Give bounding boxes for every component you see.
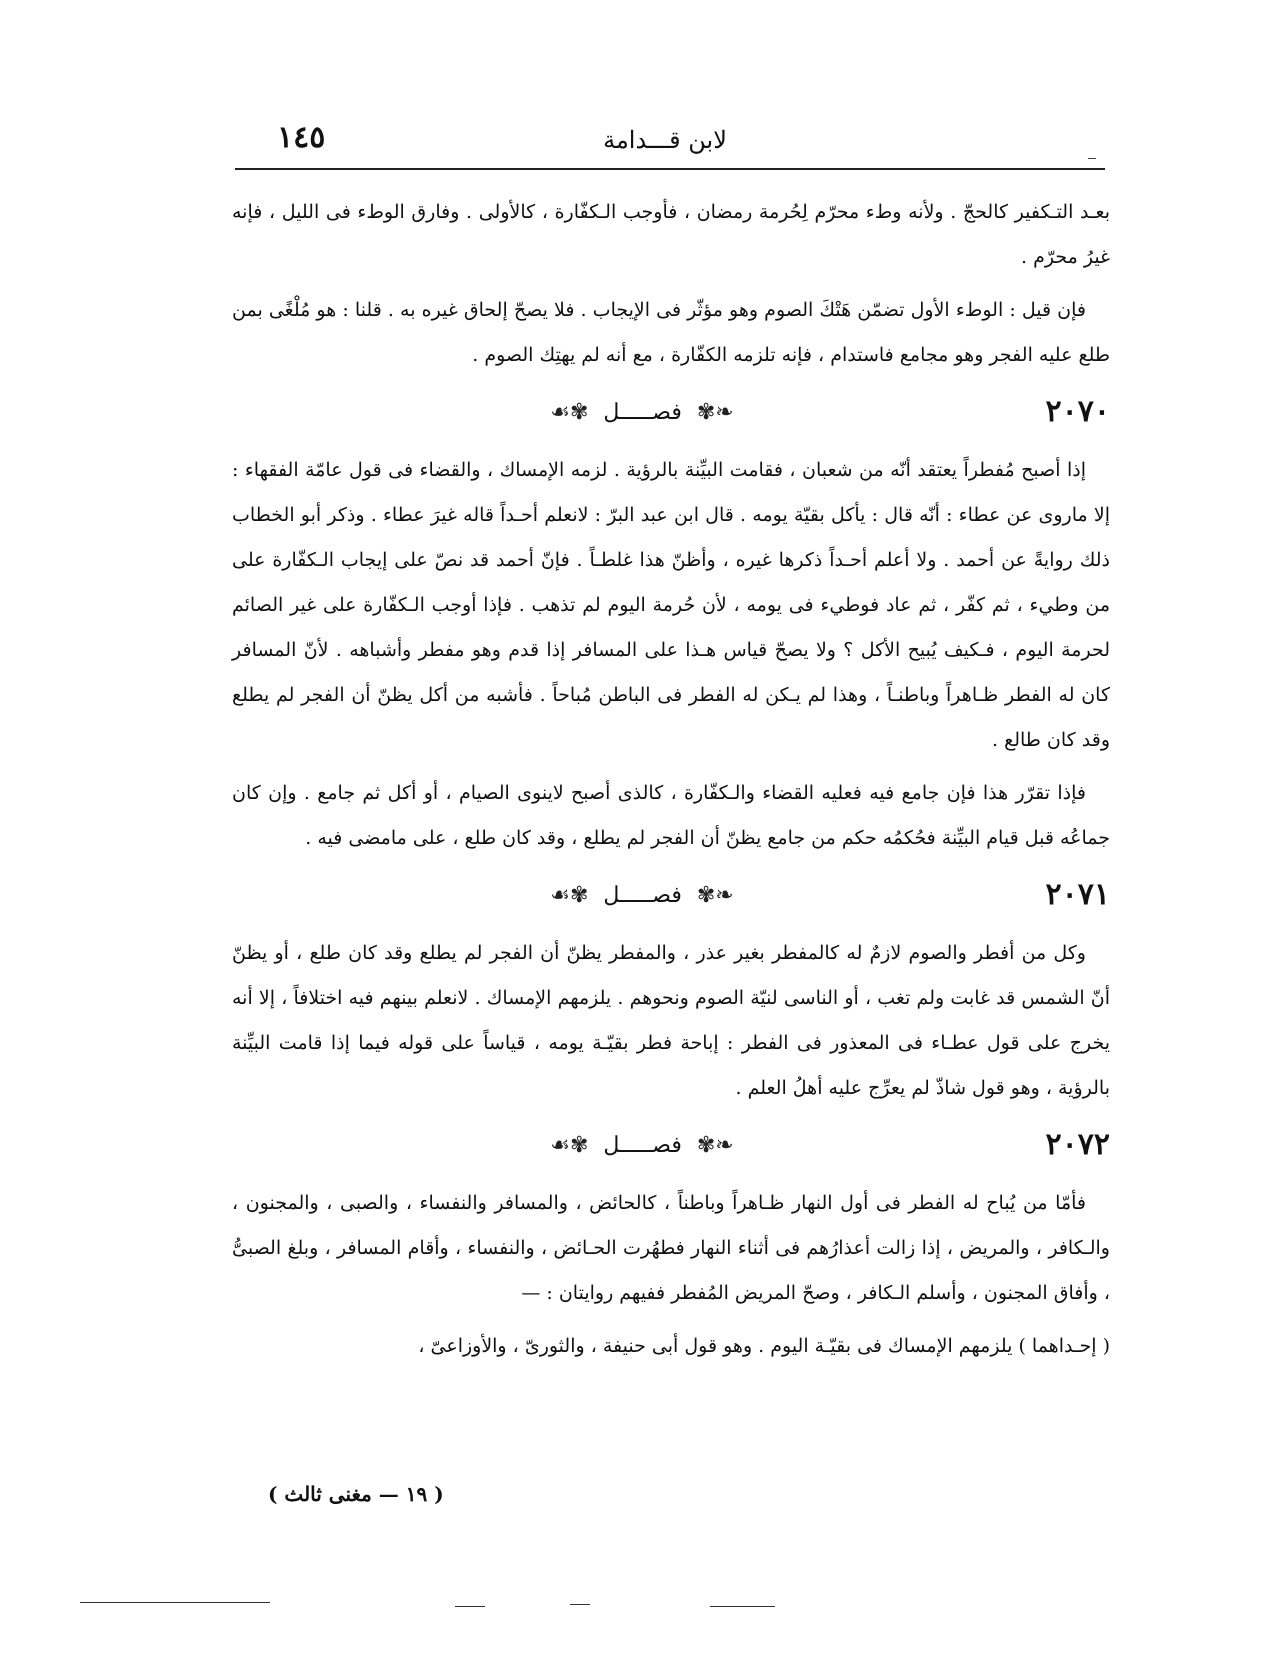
ornament-icon: ❧✾ bbox=[696, 883, 734, 908]
header-rule bbox=[235, 168, 1105, 170]
section-title: فصـــــل bbox=[603, 1133, 682, 1158]
ornament-icon: ✾☙ bbox=[550, 1133, 589, 1158]
section-title-wrap bbox=[502, 1133, 782, 1158]
section-title-wrap bbox=[502, 883, 782, 908]
section-number: ٢٠٧١ bbox=[1045, 877, 1110, 912]
ornament-icon: ✾☙ bbox=[550, 400, 589, 425]
ornament-icon: ✾☙ bbox=[550, 883, 589, 908]
section-title: فصـــــل bbox=[603, 400, 682, 425]
running-title: لابن قـــدامة bbox=[603, 126, 727, 154]
paragraph: بعـد التـكفير كالحجّ . ولأنه وطء محرّم لِحُرمة رمضان ، فأوجب الـكفّارة ، كالأولى . وفارق الوطء فى الليل ، فإنه غيرُ محرّم . bbox=[232, 201, 1110, 268]
paragraph: فإن قيل : الوطء الأول تضمّن هَتْكَ الصوم وهو مؤثّر فى الإيجاب . فلا يصحّ إلحاق غيره به . قلنا : هو مُلْغًى بمن طلع عليه الفجر وهو مجامع فاستدام ، فإنه تلزمه الكفّارة ، مع أنه لم يهتِك الصوم . bbox=[232, 299, 1110, 366]
ornament-icon: ❧✾ bbox=[696, 1133, 734, 1158]
scan-mark bbox=[710, 1606, 775, 1607]
scan-mark bbox=[455, 1606, 485, 1607]
signature-mark: ( ١٩ — مغنى ثالث ) bbox=[268, 1482, 444, 1506]
paragraph: فأمّا من يُباح له الفطر فى أول النهار ظـاهراً وباطناً ، كالحائض ، والمسافر والنفساء ، والصبى ، والمجنون ، والـكافر ، والمريض ، إذا زالت أعذارُهم فى أثناء النهار فطهُرت الحـائض ، والنفساء ، وأقام المسافر ، وبلغ الصبىُّ ، وأفاق المجنون ، وأسلم الـكافر ، وصحّ المريض المُفطر ففيهم روايتان : — bbox=[232, 1192, 1110, 1304]
section-heading bbox=[232, 1119, 1110, 1181]
section-number: ٢٠٧٢ bbox=[1045, 1127, 1110, 1162]
section-title-wrap bbox=[502, 400, 782, 425]
section-title: فصـــــل bbox=[603, 883, 682, 908]
header-rule-tick bbox=[1088, 158, 1096, 159]
paragraph: فإذا تقرّر هذا فإن جامع فيه فعليه القضاء والـكفّارة ، كالذى أصبح لاينوى الصيام ، أو أكل ثم جامع . وإن كان جماعُه قبل قيام البيِّنة فحُكمُه حكم من جامع يظنّ أن الفجر لم يطلع ، وقد كان طلع ، على مامضى فيه . bbox=[232, 782, 1110, 849]
main-text bbox=[232, 190, 1110, 1377]
paragraph: ( إحـداهما ) يلزمهم الإمساك فى بقيّـة اليوم . وهو قول أبى حنيفة ، والثورىّ ، والأوزاعىّ ، bbox=[418, 1335, 1110, 1357]
section-heading bbox=[232, 386, 1110, 448]
section-heading bbox=[232, 869, 1110, 931]
page-number: ١٤٥ bbox=[277, 120, 326, 155]
paragraph: وكل من أفطر والصوم لازمٌ له كالمفطر بغير عذر ، والمفطر يظنّ أن الفجر لم يطلع وقد كان طلع ، أو يظنّ أنّ الشمس قد غابت ولم تغب ، أو الناسى لنيّة الصوم ونحوهم . يلزمهم الإمساك . لانعلم بينهم فيه اختلافاً ، إلا أنه يخرج على قول عطـاء فى المعذور فى الفطر : إباحة فطر بقيّـة يومه ، قياساً على قوله فيما إذا قامت البيِّنة بالرؤية ، وهو قول شاذّ لم يعرِّج عليه أهلُ العلم . bbox=[232, 942, 1110, 1099]
bottom-rule bbox=[80, 1602, 270, 1603]
page-header bbox=[235, 120, 1095, 160]
ornament-icon: ❧✾ bbox=[696, 400, 734, 425]
paragraph: إذا أصبح مُفطراً يعتقد أنّه من شعبان ، فقامت البيِّنة بالرؤية . لزمه الإمساك ، والقضاء فى قول عامّة الفقهاء : إلا ماروى عن عطاء : أنّه قال : يأكل بقيّة يومه . قال ابن عبد البرّ : لانعلم أحـداً قاله غيرَ عطاء . وذكر أبو الخطاب ذلك روايةً عن أحمد . ولا أعلم أحـداً ذكرها غيره ، وأظنّ هذا غلطـاً . فإنّ أحمد قد نصّ على إيجاب الـكفّارة على من وطيء ، ثم كفّر ، ثم عاد فوطيء فى يومه ، لأن حُرمة اليوم لم تذهب . فإذا أوجب الـكفّارة على غير الصائم لحرمة اليوم ، فـكيف يُبيح الأكل ؟ ولا يصحّ قياس هـذا على المسافر إذا قدم وهو مفطر وأشباهه . لأنّ المسافر كان له الفطر ظـاهراً وباطنـاً ، وهذا لم يـكن له الفطر فى الباطن مُباحاً . فأشبه من أكل يظنّ أن الفجر لم يطلع وقد كان طالع . bbox=[232, 459, 1110, 751]
scan-mark bbox=[570, 1604, 590, 1605]
section-number: ٢٠٧٠ bbox=[1045, 394, 1110, 429]
